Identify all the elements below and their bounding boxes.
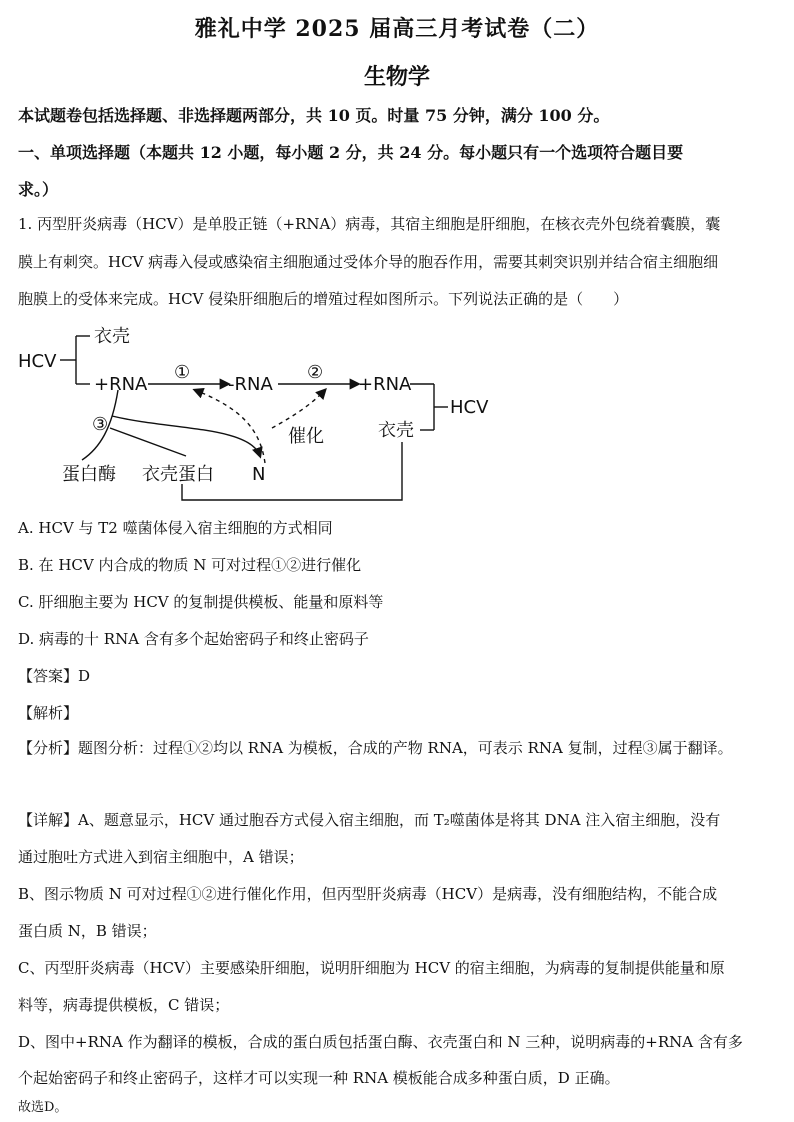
analysis-heading: 【解析】 [18,704,79,722]
diagram-step3: ③ [92,414,109,435]
diagram-protease: 蛋白酶 [62,464,116,485]
detail-d-line1: D、图中+RNA 作为翻译的模板，合成的蛋白质包括蛋白酶、衣壳蛋白和 N 三种，说明病毒的+RNA 含有多 [18,1033,743,1051]
conclusion-line: 故选D。 [18,1100,68,1115]
detail-d-line2: 个起始密码子和终止密码子，这样才可以实现一种 RNA 模板能合成多种蛋白质，D 正确。 [18,1069,620,1087]
exam-title: 雅礼中学 2025 届高三月考试卷（二） [194,16,600,42]
detail-a-line2: 通过胞吐方式进入到宿主细胞中，A 错误； [18,848,304,866]
diagram-n: N [252,464,266,485]
subject-title: 生物学 [363,64,430,90]
instructions-line: 本试题卷包括选择题、非选择题两部分，共 10 页。时量 75 分钟，满分 100 分。 [18,106,610,125]
detail-a-line1: 【详解】A、题意显示，HCV 通过胞吞方式侵入宿主细胞，而 T₂噬菌体是将其 DNA 注入宿主细胞，没有 [18,811,721,829]
hcv-proliferation-diagram [10,318,510,508]
detail-c-line1: C、丙型肝炎病毒（HCV）主要感染肝细胞，说明肝细胞为 HCV 的宿主细胞，为病毒的复制提供能量和原 [18,959,725,977]
diagram-plus-rna-left: +RNA [94,374,148,395]
diagram-catalyze: 催化 [288,426,324,447]
detail-b-line2: 蛋白质 N，B 错误； [18,922,157,940]
diagram-hcv-right: HCV [450,397,489,418]
diagram-plus-rna-right: +RNA [358,374,412,395]
option-d: D. 病毒的十 RNA 含有多个起始密码子和终止密码子 [18,630,369,648]
diagram-minus-rna: -RNA [228,374,273,395]
diagram-capsid-protein: 衣壳蛋白 [142,464,214,485]
diagram-capsid-top: 衣壳 [94,326,130,347]
question-stem-line1: 1. 丙型肝炎病毒（HCV）是单股正链（+RNA）病毒，其宿主细胞是肝细胞，在核衣壳外包绕着囊膜，囊 [18,215,721,233]
diagram-capsid-right: 衣壳 [378,420,414,441]
answer-line: 【答案】D [18,667,91,685]
option-c: C. 肝细胞主要为 HCV 的复制提供模板、能量和原料等 [18,593,384,611]
detail-c-line2: 料等，病毒提供模板，C 错误； [18,996,230,1014]
section-heading-line2: 求。） [18,180,59,199]
option-b: B. 在 HCV 内合成的物质 N 可对过程①②进行催化 [18,556,362,574]
option-a: A. HCV 与 T2 噬菌体侵入宿主细胞的方式相同 [18,519,333,537]
detail-b-line1: B、图示物质 N 可对过程①②进行催化作用，但丙型肝炎病毒（HCV）是病毒，没有细胞结构，不能合成 [18,885,718,903]
analysis-line: 【分析】题图分析：过程①②均以 RNA 为模板，合成的产物 RNA，可表示 RNA 复制，过程③属于翻译。 [18,739,733,757]
diagram-step1: ① [174,362,191,383]
question-stem-line2: 膜上有刺突。HCV 病毒入侵或感染宿主细胞通过受体介导的胞吞作用，需要其刺突识别并结合宿主细胞细 [18,253,719,271]
question-stem-line3: 胞膜上的受体来完成。HCV 侵染肝细胞后的增殖过程如图所示。下列说法正确的是（ ） [18,290,629,308]
section-heading-line1: 一、单项选择题（本题共 12 小题，每小题 2 分，共 24 分。每小题只有一个选项符合题目要 [18,143,684,162]
diagram-step2: ② [307,362,324,383]
diagram-hcv-left: HCV [18,351,57,372]
